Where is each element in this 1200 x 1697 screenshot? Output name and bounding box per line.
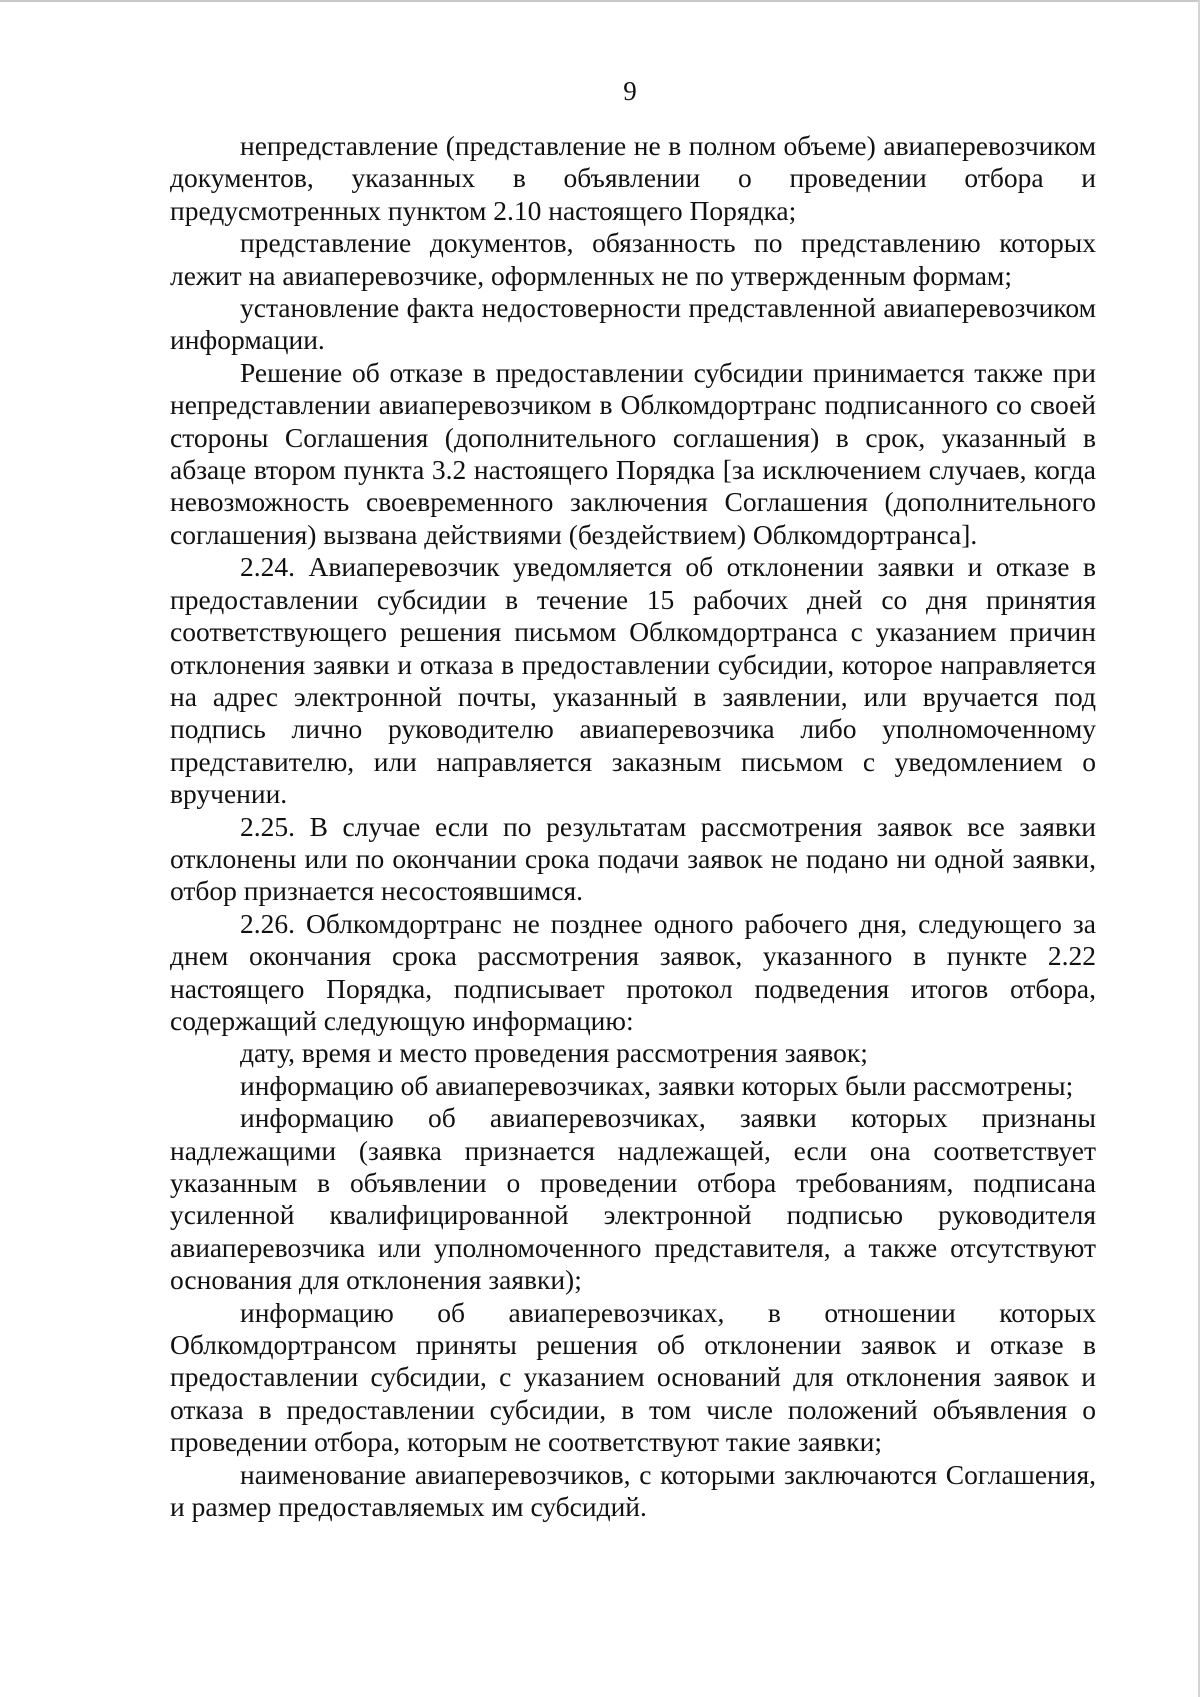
paragraph: информацию об авиаперевозчиках, заявки которых признаны надлежащими (заявка признается надлежащей, если она соответствует указанным в объявлении о проведении отбора требованиям, подписана усиленной квалифицированной электронной подписью руководителя авиаперевозчика или уполномоченного представителя, а также отсутствуют основания для отклонения заявки); bbox=[170, 1102, 1096, 1296]
paragraph: представление документов, обязанность по представлению которых лежит на авиаперевозчике, оформленных не по утвержденным формам; bbox=[170, 227, 1096, 291]
paragraph: 2.25. В случае если по результатам рассмотрения заявок все заявки отклонены или по окончании срока подачи заявок не подано ни одной заявки, отбор признается несостоявшимся. bbox=[170, 810, 1096, 907]
paragraph: Решение об отказе в предоставлении субсидии принимается также при непредставлении авиаперевозчиком в Облкомдортранс подписанного со своей стороны Соглашения (дополнительного соглашения) в срок, указанный в абзаце втором пункта 3.2 настоящего Порядка [за исключением случаев, когда невозможность своевременного заключения Соглашения (дополнительного соглашения) вызвана действиями (бездействием) Облкомдортранса]. bbox=[170, 356, 1096, 550]
paragraph: установление факта недостоверности представленной авиаперевозчиком информации. bbox=[170, 292, 1096, 356]
paragraph: информацию об авиаперевозчиках, в отношении которых Облкомдортрансом приняты решения об отклонении заявок и отказе в предоставлении субсидии, с указанием оснований для отклонения заявок и отказа в предоставлении субсидии, в том числе положений объявления о проведении отбора, которым не соответствуют такие заявки; bbox=[170, 1296, 1096, 1458]
paragraph: 2.24. Авиаперевозчик уведомляется об отклонении заявки и отказе в предоставлении субсидии в течение 15 рабочих дней со дня принятия соответствующего решения письмом Облкомдортранса с указанием причин отклонения заявки и отказа в предоставлении субсидии, которое направляется на адрес электронной почты, указанный в заявлении, или вручается под подпись лично руководителю авиаперевозчика либо уполномоченному представителю, или направляется заказным письмом с уведомлением о вручении. bbox=[170, 551, 1096, 810]
paragraph: информацию об авиаперевозчиках, заявки которых были рассмотрены; bbox=[240, 1069, 1074, 1101]
paragraph: 2.26. Облкомдортранс не позднее одного рабочего дня, следующего за днем окончания срока рассмотрения заявок, указанного в пункте 2.22 настоящего Порядка, подписывает протокол подведения итогов отбора, содержащий следующую информацию: bbox=[170, 907, 1096, 1036]
paragraph: непредставление (представление не в полном объеме) авиаперевозчиком документов, указанных в объявлении о проведении отбора и предусмотренных пунктом 2.10 настоящего Порядка; bbox=[170, 130, 1096, 226]
page-number: 9 bbox=[623, 76, 637, 106]
scan-top-edge bbox=[0, 0, 1200, 2]
document-body bbox=[170, 130, 1096, 1523]
paragraph: наименование авиаперевозчиков, с которыми заключаются Соглашения, и размер предоставляемых им субсидий. bbox=[170, 1458, 1096, 1523]
paragraph: дату, время и место проведения рассмотрения заявок; bbox=[240, 1037, 868, 1069]
